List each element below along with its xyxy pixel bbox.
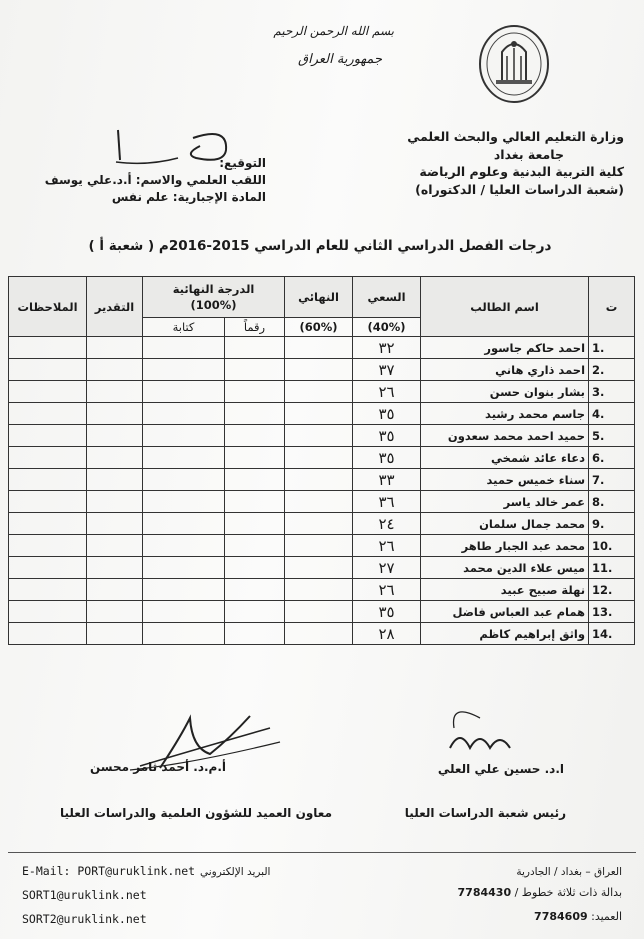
signature-label: التوقيع: bbox=[219, 156, 266, 170]
grade-cell bbox=[87, 513, 143, 535]
row-number: 8. bbox=[589, 491, 635, 513]
total-digits-cell bbox=[225, 425, 285, 447]
phone-line-number: 7784430 bbox=[457, 886, 512, 899]
total-words-cell bbox=[143, 381, 225, 403]
university-name: جامعة بغداد bbox=[493, 146, 564, 162]
total-digits-cell bbox=[225, 491, 285, 513]
effort-score: ٣٥ bbox=[353, 601, 421, 623]
total-digits-cell bbox=[225, 513, 285, 535]
total-digits-cell bbox=[225, 403, 285, 425]
final-score-cell bbox=[285, 469, 353, 491]
ministry-name: وزارة التعليم العالي والبحث العلمي bbox=[407, 129, 624, 144]
notes-cell bbox=[9, 381, 87, 403]
student-name: همام عبد العباس فاضل bbox=[421, 601, 589, 623]
col-effort-header: السعي bbox=[353, 277, 421, 318]
words-header: كتابة bbox=[143, 318, 225, 337]
grade-cell bbox=[87, 579, 143, 601]
notes-cell bbox=[9, 337, 87, 359]
effort-score: ٣٦ bbox=[353, 491, 421, 513]
left-signatory-role: معاون العميد للشؤون العلمية والدراسات العليا bbox=[60, 806, 333, 820]
col-notes-header: الملاحظات bbox=[9, 277, 87, 337]
final-score-cell bbox=[285, 513, 353, 535]
table-row bbox=[9, 513, 635, 535]
total-digits-cell bbox=[225, 535, 285, 557]
total-words-cell bbox=[143, 425, 225, 447]
row-number: 9. bbox=[589, 513, 635, 535]
university-logo bbox=[476, 22, 552, 106]
grade-cell bbox=[87, 403, 143, 425]
table-row bbox=[9, 601, 635, 623]
total-digits-cell bbox=[225, 381, 285, 403]
total-words-cell bbox=[143, 403, 225, 425]
notes-cell bbox=[9, 425, 87, 447]
effort-score: ٢٨ bbox=[353, 623, 421, 645]
republic-heading: جمهورية العراق bbox=[298, 52, 382, 67]
digits-header: رقماً bbox=[225, 318, 285, 337]
footer-email-label: البريد الإلكتروني bbox=[200, 866, 271, 878]
student-name: عمر خالد ياسر bbox=[421, 491, 589, 513]
table-row bbox=[9, 425, 635, 447]
total-digits-cell bbox=[225, 623, 285, 645]
institution-block bbox=[364, 128, 624, 198]
student-name: نهلة صبيح عبيد bbox=[421, 579, 589, 601]
phone-line-label: بدالة ذات ثلاثة خطوط / bbox=[514, 886, 622, 899]
row-number: 10. bbox=[589, 535, 635, 557]
instructor-name: اللقب العلمي والاسم: أ.د.علي يوسف bbox=[44, 173, 266, 187]
notes-cell bbox=[9, 469, 87, 491]
table-row bbox=[9, 447, 635, 469]
total-words-cell bbox=[143, 491, 225, 513]
total-words-cell bbox=[143, 557, 225, 579]
effort-score: ٣٥ bbox=[353, 447, 421, 469]
right-signatory-role: رئيس شعبة الدراسات العليا bbox=[404, 806, 566, 820]
effort-score: ٢٦ bbox=[353, 535, 421, 557]
footer-divider bbox=[8, 852, 636, 853]
footer-dean-phone bbox=[534, 910, 622, 923]
total-digits-cell bbox=[225, 359, 285, 381]
college-name: كلية التربية البدنية وعلوم الرياضة bbox=[419, 164, 624, 179]
department-name: (شعبة الدراسات العليا / الدكتوراه) bbox=[415, 181, 624, 197]
footer-address: العراق – بغداد / الجادرية bbox=[516, 866, 622, 878]
final-score-cell bbox=[285, 337, 353, 359]
total-words-cell bbox=[143, 469, 225, 491]
subject-name: المادة الإجبارية: علم نفس bbox=[111, 190, 266, 204]
student-name: سناء خميس حميد bbox=[421, 469, 589, 491]
document-title: درجات الفصل الدراسي الثاني للعام الدراسي 2015-2016م ( شعبة أ ) bbox=[88, 238, 552, 254]
instructor-block bbox=[16, 155, 266, 206]
total-words-cell bbox=[143, 513, 225, 535]
col-name-header: اسم الطالب bbox=[421, 277, 589, 337]
student-name: محمد عبد الجبار طاهر bbox=[421, 535, 589, 557]
final-score-cell bbox=[285, 557, 353, 579]
student-name: جاسم محمد رشيد bbox=[421, 403, 589, 425]
right-signatory-name: ا.د. حسين علي العلي bbox=[437, 762, 564, 776]
grades-table-body bbox=[9, 337, 635, 645]
row-number: 6. bbox=[589, 447, 635, 469]
grade-cell bbox=[87, 601, 143, 623]
student-name: دعاء عائد شمخي bbox=[421, 447, 589, 469]
total-words-cell bbox=[143, 359, 225, 381]
dean-phone-number: 7784609 bbox=[534, 910, 588, 923]
notes-cell bbox=[9, 535, 87, 557]
grade-cell bbox=[87, 447, 143, 469]
effort-score: ٣٥ bbox=[353, 425, 421, 447]
grade-cell bbox=[87, 623, 143, 645]
student-name: محمد جمال سلمان bbox=[421, 513, 589, 535]
effort-pct-header: (40%) bbox=[353, 318, 421, 337]
total-words-cell bbox=[143, 337, 225, 359]
final-score-cell bbox=[285, 425, 353, 447]
total-header-pct: (100%) bbox=[190, 298, 237, 312]
row-number: 1. bbox=[589, 337, 635, 359]
total-digits-cell bbox=[225, 337, 285, 359]
table-row bbox=[9, 469, 635, 491]
effort-score: ٢٤ bbox=[353, 513, 421, 535]
total-words-cell bbox=[143, 447, 225, 469]
final-score-cell bbox=[285, 381, 353, 403]
bismillah: بسم الله الرحمن الرحيم bbox=[273, 24, 394, 38]
final-score-cell bbox=[285, 535, 353, 557]
total-digits-cell bbox=[225, 447, 285, 469]
notes-cell bbox=[9, 491, 87, 513]
table-row bbox=[9, 535, 635, 557]
total-words-cell bbox=[143, 535, 225, 557]
col-final-header: النهائي bbox=[285, 277, 353, 318]
footer-email-tertiary[interactable]: SORT2@uruklink.net bbox=[22, 912, 147, 926]
notes-cell bbox=[9, 359, 87, 381]
row-number: 2. bbox=[589, 359, 635, 381]
effort-score: ٣٧ bbox=[353, 359, 421, 381]
notes-cell bbox=[9, 623, 87, 645]
row-number: 14. bbox=[589, 623, 635, 645]
student-name: واثق إبراهيم كاظم bbox=[421, 623, 589, 645]
row-number: 13. bbox=[589, 601, 635, 623]
left-signatory-name: أ.م.د. أحمد ثامر محسن bbox=[90, 760, 227, 774]
final-score-cell bbox=[285, 403, 353, 425]
final-score-cell bbox=[285, 491, 353, 513]
effort-score: ٣٢ bbox=[353, 337, 421, 359]
grade-cell bbox=[87, 359, 143, 381]
final-score-cell bbox=[285, 579, 353, 601]
effort-score: ٢٧ bbox=[353, 557, 421, 579]
effort-score: ٣٥ bbox=[353, 403, 421, 425]
grades-table bbox=[8, 276, 635, 645]
student-name: حميد احمد محمد سعدون bbox=[421, 425, 589, 447]
total-header-label: الدرجة النهائية bbox=[172, 282, 255, 296]
total-words-cell bbox=[143, 623, 225, 645]
total-digits-cell bbox=[225, 601, 285, 623]
table-row bbox=[9, 579, 635, 601]
student-name: احمد حاكم جاسور bbox=[421, 337, 589, 359]
grade-cell bbox=[87, 491, 143, 513]
student-name: بشار بنوان حسن bbox=[421, 381, 589, 403]
total-digits-cell bbox=[225, 557, 285, 579]
row-number: 5. bbox=[589, 425, 635, 447]
final-score-cell bbox=[285, 359, 353, 381]
row-number: 3. bbox=[589, 381, 635, 403]
effort-score: ٢٦ bbox=[353, 381, 421, 403]
grade-cell bbox=[87, 425, 143, 447]
student-name: احمد ذاري هاني bbox=[421, 359, 589, 381]
notes-cell bbox=[9, 403, 87, 425]
grade-cell bbox=[87, 557, 143, 579]
total-words-cell bbox=[143, 601, 225, 623]
final-score-cell bbox=[285, 447, 353, 469]
row-number: 12. bbox=[589, 579, 635, 601]
table-row bbox=[9, 491, 635, 513]
total-words-cell bbox=[143, 579, 225, 601]
notes-cell bbox=[9, 447, 87, 469]
table-row bbox=[9, 337, 635, 359]
notes-cell bbox=[9, 557, 87, 579]
dean-phone-label: العميد: bbox=[591, 910, 622, 923]
grade-cell bbox=[87, 337, 143, 359]
effort-score: ٣٣ bbox=[353, 469, 421, 491]
grade-cell bbox=[87, 535, 143, 557]
col-number-header: ت bbox=[589, 277, 635, 337]
student-name: ميس علاء الدين محمد bbox=[421, 557, 589, 579]
table-row bbox=[9, 623, 635, 645]
notes-cell bbox=[9, 513, 87, 535]
table-row bbox=[9, 403, 635, 425]
footer-phone-line bbox=[458, 886, 622, 899]
signature-right bbox=[440, 708, 540, 768]
grade-cell bbox=[87, 381, 143, 403]
final-score-cell bbox=[285, 601, 353, 623]
row-number: 7. bbox=[589, 469, 635, 491]
col-grade-header: التقدير bbox=[87, 277, 143, 337]
notes-cell bbox=[9, 601, 87, 623]
final-pct-header: (60%) bbox=[285, 318, 353, 337]
footer-email-primary[interactable]: E-Mail: PORT@uruklink.net bbox=[22, 864, 196, 878]
total-digits-cell bbox=[225, 579, 285, 601]
final-score-cell bbox=[285, 623, 353, 645]
col-total-header bbox=[143, 277, 285, 318]
table-row bbox=[9, 359, 635, 381]
row-number: 4. bbox=[589, 403, 635, 425]
footer-email-secondary[interactable]: SORT1@uruklink.net bbox=[22, 888, 147, 902]
total-digits-cell bbox=[225, 469, 285, 491]
effort-score: ٢٦ bbox=[353, 579, 421, 601]
table-row bbox=[9, 381, 635, 403]
table-row bbox=[9, 557, 635, 579]
row-number: 11. bbox=[589, 557, 635, 579]
notes-cell bbox=[9, 579, 87, 601]
grade-cell bbox=[87, 469, 143, 491]
